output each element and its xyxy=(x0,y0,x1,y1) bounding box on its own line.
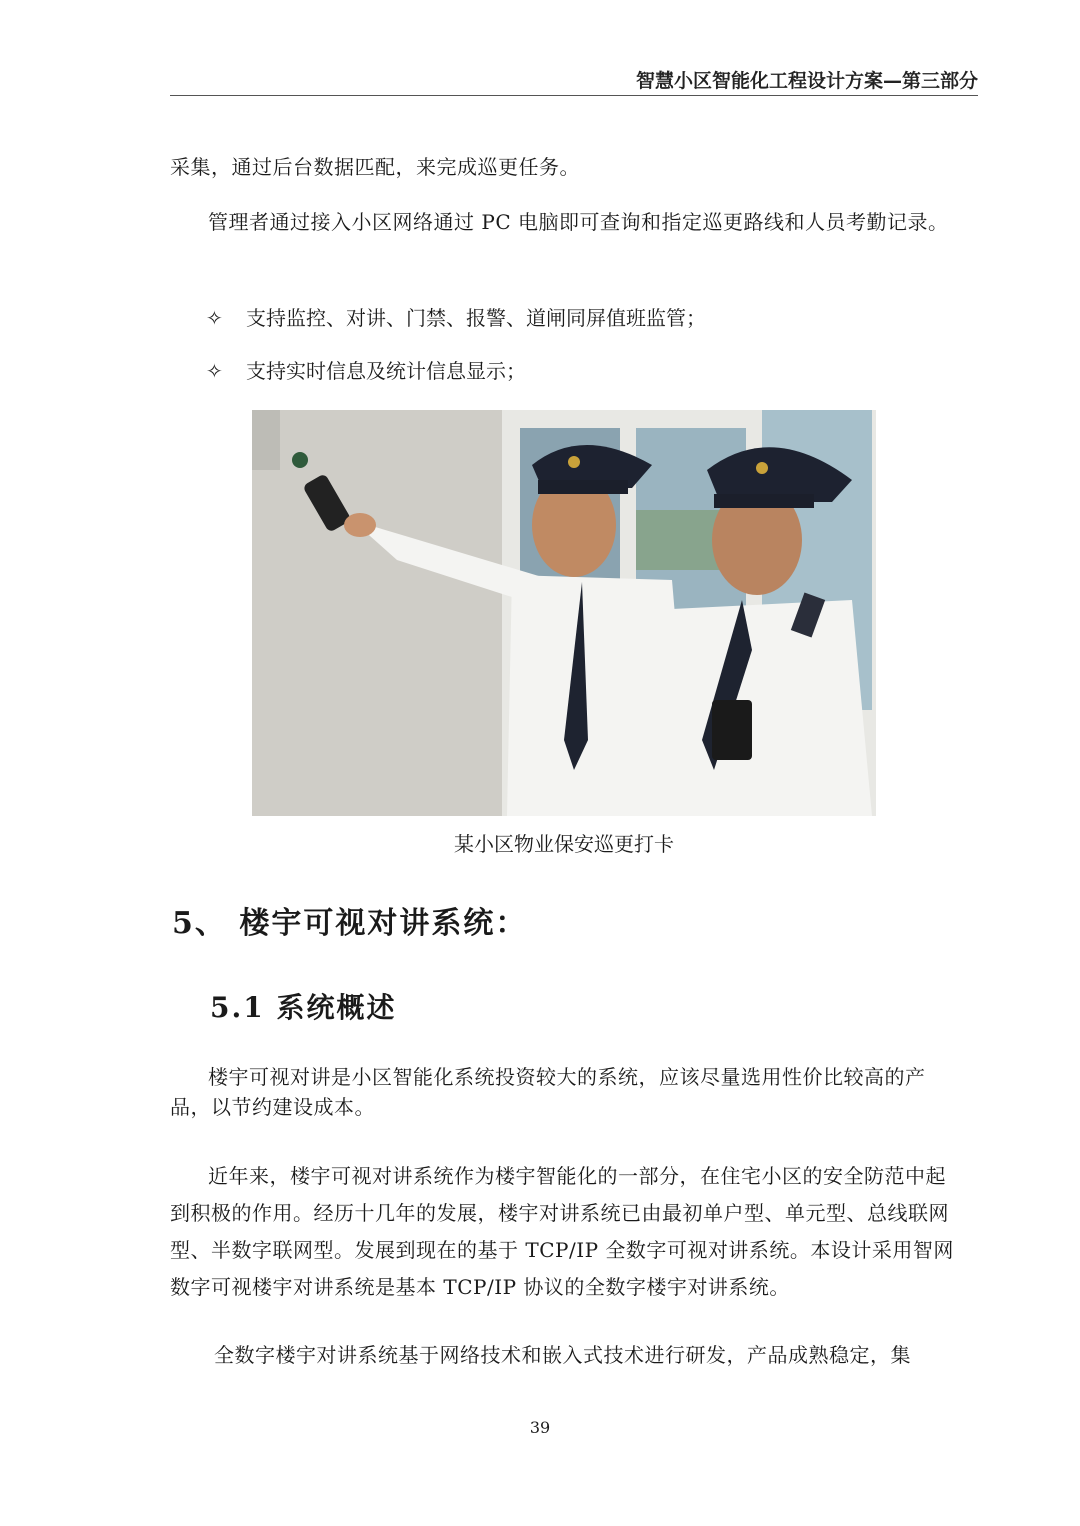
diamond-bullet-icon: ✧ xyxy=(206,359,223,383)
running-header: 智慧小区智能化工程设计方案—第三部分 xyxy=(635,70,978,92)
section-heading: 5、 楼宇可视对讲系统： xyxy=(172,906,528,941)
body-paragraph: 楼宇可视对讲是小区智能化系统投资较大的系统，应该尽量选用性价比较高的产品，以节约建设成本。 xyxy=(170,1065,926,1119)
bullet-item xyxy=(206,303,706,333)
body-paragraph: 近年来，楼宇可视对讲系统作为楼宇智能化的一部分，在住宅小区的安全防范中起到积极的作用。经历十几年的发展，楼宇对讲系统已由最初单户型、单元型、总线联网型、半数字联网型。发展到现在的基于 TCP/IP 全数字可视对讲系统。本设计采用智网数字可视楼宇对讲系统是基本 TCP/IP 协议的全数字楼宇对讲系统。 xyxy=(170,1164,954,1299)
paragraph-continuation: 采集，通过后台数据匹配，来完成巡更任务。 xyxy=(170,155,580,179)
header-rule xyxy=(170,95,978,96)
guard-patrol-photo xyxy=(252,410,876,816)
diamond-bullet-icon: ✧ xyxy=(206,306,223,330)
subsection-heading: 5.1 系统概述 xyxy=(210,991,397,1024)
body-paragraph: 全数字楼宇对讲系统基于网络技术和嵌入式技术进行研发，产品成熟稳定，集 xyxy=(214,1343,911,1367)
bullet-text: 支持实时信息及统计信息显示； xyxy=(246,359,526,383)
paragraph-pc-query: 管理者通过接入小区网络通过 PC 电脑即可查询和指定巡更路线和人员考勤记录。 xyxy=(208,210,949,234)
figure-caption: 某小区物业保安巡更打卡 xyxy=(454,832,674,856)
bullet-item xyxy=(206,356,526,386)
bullet-text: 支持监控、对讲、门禁、报警、道闸同屏值班监管； xyxy=(246,306,706,330)
page-number: 39 xyxy=(529,1418,551,1437)
